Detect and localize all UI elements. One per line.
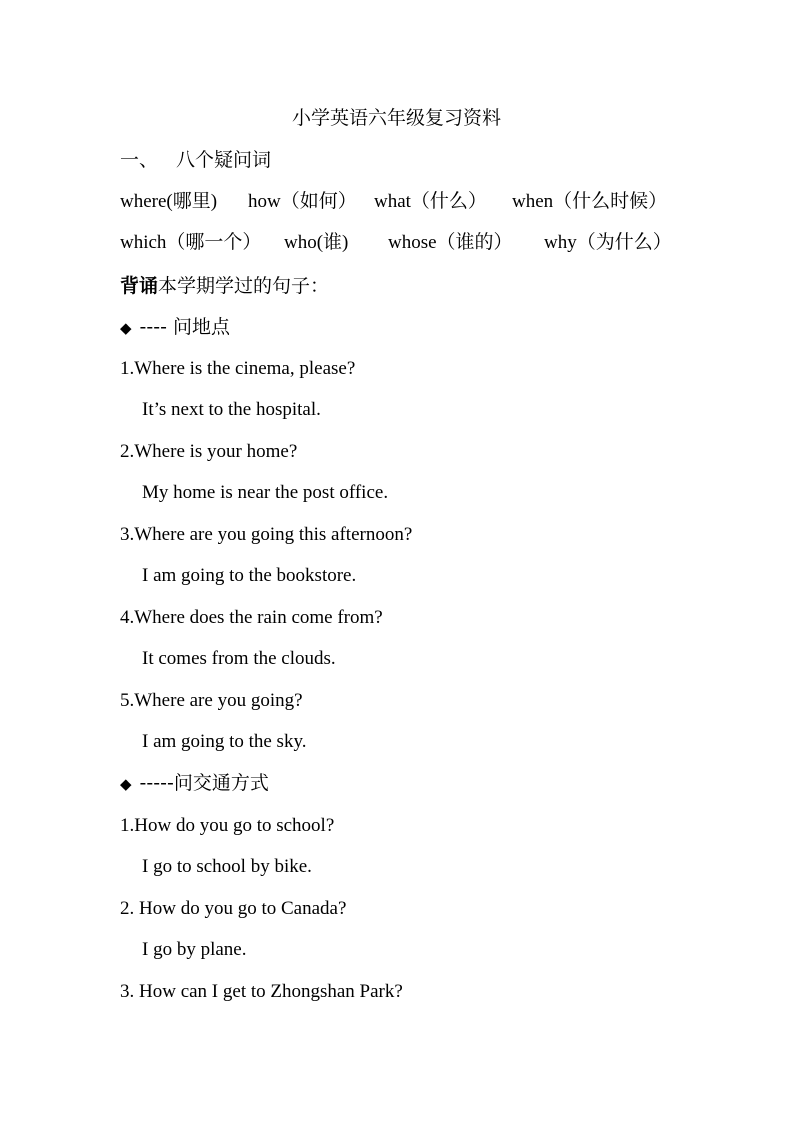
diamond-bullet-icon: ◆ [120, 319, 132, 337]
question-line: 4.Where does the rain come from? [120, 607, 383, 628]
answer-line: My home is near the post office. [142, 482, 389, 503]
section-number: 一、 [120, 149, 159, 171]
question-words-row-2 [120, 231, 672, 255]
document-title: 小学英语六年级复习资料 [291, 107, 501, 129]
answer-line: I go to school by bike. [142, 856, 312, 877]
question-word: what（什么） [374, 191, 487, 212]
question-line: 5.Where are you going? [120, 690, 303, 711]
question-word: how（如何） [248, 191, 357, 212]
question-line: 1.Where is the cinema, please? [120, 358, 356, 379]
question-word: when（什么时候） [512, 191, 668, 212]
section-heading [120, 148, 271, 172]
group-heading-transport [120, 771, 269, 796]
answer-line: It’s next to the hospital. [142, 399, 321, 420]
group-heading-location [120, 315, 230, 340]
answer-line: It comes from the clouds. [142, 648, 336, 669]
group-label: ---- 问地点 [139, 316, 231, 338]
section-title: 八个疑问词 [176, 149, 272, 171]
question-word: whose（谁的） [388, 232, 513, 253]
group-label: -----问交通方式 [139, 772, 269, 794]
question-word: which（哪一个） [120, 232, 262, 253]
answer-line: I am going to the sky. [142, 731, 307, 752]
question-word: why（为什么） [544, 232, 672, 253]
question-words-row-1 [120, 190, 667, 214]
recite-instruction [120, 274, 329, 298]
question-line: 3.Where are you going this afternoon? [120, 524, 413, 545]
diamond-bullet-icon: ◆ [120, 775, 132, 793]
question-line: 2.Where is your home? [120, 441, 298, 462]
question-line: 3. How can I get to Zhongshan Park? [120, 981, 403, 1002]
recite-bold: 背诵 [120, 275, 159, 297]
question-line: 2. How do you go to Canada? [120, 898, 347, 919]
recite-rest: 本学期学过的句子： [158, 275, 330, 297]
answer-line: I go by plane. [142, 939, 247, 960]
answer-line: I am going to the bookstore. [142, 565, 357, 586]
question-line: 1.How do you go to school? [120, 815, 335, 836]
question-word: who(谁) [284, 232, 349, 253]
question-word: where(哪里) [120, 191, 218, 212]
